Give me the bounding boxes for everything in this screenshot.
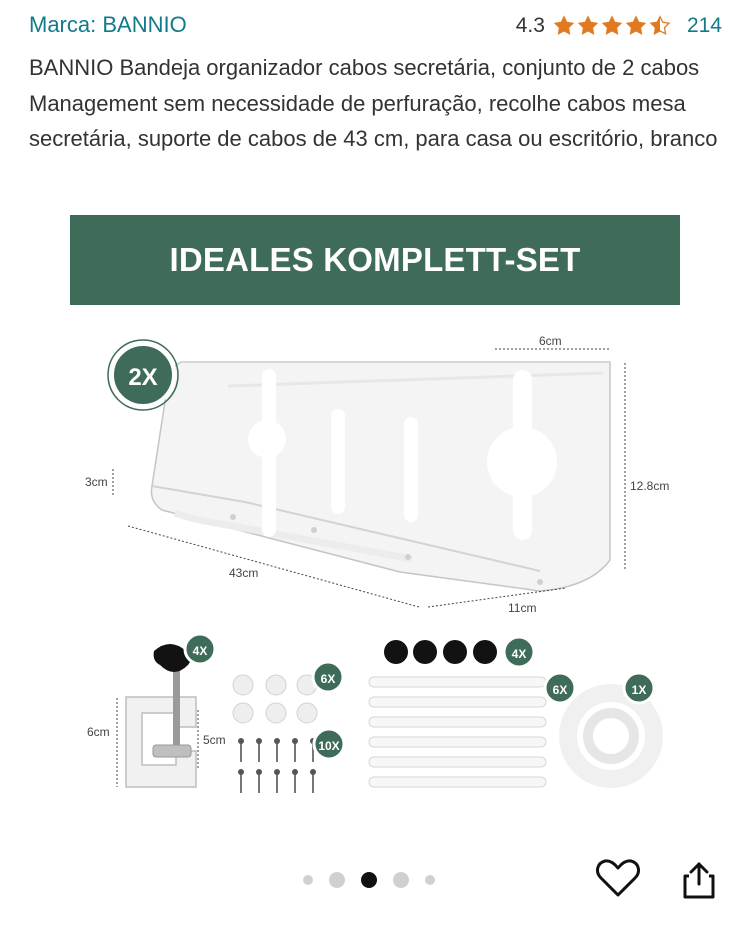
share-button[interactable] <box>675 857 723 905</box>
rating-summary[interactable] <box>516 14 722 38</box>
svg-text:10X: 10X <box>318 739 340 753</box>
carousel-dot[interactable] <box>329 872 345 888</box>
svg-text:4X: 4X <box>511 647 527 661</box>
svg-text:4X: 4X <box>192 644 208 658</box>
dimension-label: 6cm <box>539 334 562 348</box>
star-half-icon <box>649 15 671 37</box>
share-icon <box>679 860 719 902</box>
dimension-label: 43cm <box>229 566 259 580</box>
wishlist-button[interactable] <box>594 854 642 902</box>
svg-text:1X: 1X <box>631 683 647 697</box>
brand-link[interactable]: Marca: BANNIO <box>29 12 187 37</box>
star-icon <box>577 15 599 37</box>
star-rating <box>553 15 671 37</box>
svg-text:6X: 6X <box>320 672 336 686</box>
svg-text:2X: 2X <box>128 364 158 391</box>
carousel-pagination[interactable] <box>303 872 435 888</box>
main-count-badge <box>108 340 178 410</box>
carousel-dot[interactable] <box>393 872 409 888</box>
rating-score: 4.3 <box>515 14 545 37</box>
dimension-label: 3cm <box>85 475 108 489</box>
carousel-dot[interactable] <box>425 875 435 885</box>
carousel-dot-active[interactable] <box>361 872 377 888</box>
dimension-label: 11cm <box>508 601 537 615</box>
heart-icon <box>596 858 640 898</box>
carousel-dot[interactable] <box>303 875 313 885</box>
dimension-label: 5cm <box>203 733 226 747</box>
rating-count[interactable]: 214 <box>686 14 722 37</box>
star-icon <box>601 15 623 37</box>
hero-banner <box>70 215 680 305</box>
hero-banner-title: IDEALES KOMPLETT-SET <box>169 241 581 278</box>
product-title: BANNIO Bandeja organizador cabos secretária, conjunto de 2 cabos Management sem necessidade de perfuração, recolhe cabos mesa secretária, suporte de cabos de 43 cm, para casa ou escritório, branco <box>29 55 718 152</box>
star-icon <box>553 15 575 37</box>
dimension-label: 6cm <box>87 725 110 739</box>
dimension-label: 12.8cm <box>630 479 670 493</box>
svg-text:6X: 6X <box>552 683 568 697</box>
star-icon <box>625 15 647 37</box>
product-illustration <box>0 305 750 845</box>
